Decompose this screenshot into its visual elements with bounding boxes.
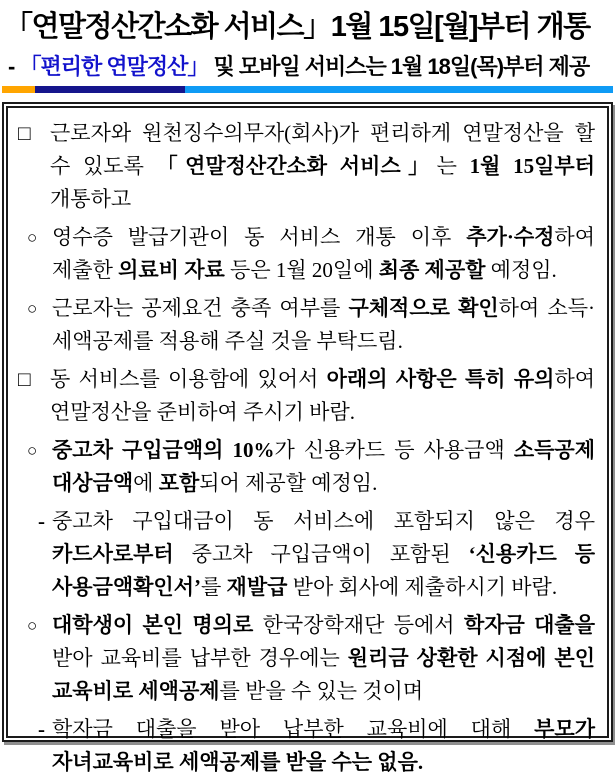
notice-paragraph bbox=[16, 117, 595, 216]
page-title: 「연말정산간소화 서비스」1월 15일[월]부터 개통 bbox=[4, 11, 590, 43]
emphasis-text: 재발급 bbox=[226, 575, 288, 599]
body-text: 중고차 구입금액이 포함된 bbox=[173, 542, 469, 566]
body-text: 영수증 발급기관이 동 서비스 개통 이후 bbox=[52, 225, 467, 249]
circle-bullet: ○ bbox=[27, 299, 38, 318]
divider-segment-navy bbox=[35, 86, 185, 93]
notice-paragraph bbox=[16, 713, 595, 779]
body-text: 근로자는 공제요건 충족 여부를 bbox=[52, 296, 349, 320]
body-text: 하여 제출한 bbox=[52, 225, 595, 282]
emphasis-text: 최종 제공할 bbox=[378, 258, 486, 282]
dash-bullet: - bbox=[38, 717, 45, 741]
subtitle-rest: 및 모바일 서비스는 1월 18일(목)부터 제공 bbox=[208, 54, 590, 79]
circle-bullet: ○ bbox=[27, 616, 38, 635]
notice-paragraphs bbox=[16, 117, 595, 779]
subtitle-service-name: 「편리한 연말정산」 bbox=[19, 54, 209, 79]
dash-bullet: - bbox=[38, 509, 45, 533]
emphasis-text: 아래의 사항은 특히 유의 bbox=[326, 367, 555, 391]
notice-box bbox=[2, 102, 613, 774]
emphasis-text: 학자금 대출을 bbox=[463, 613, 596, 637]
emphasis-text: 대학생이 본인 명의로 bbox=[52, 613, 254, 637]
divider-segment-orange bbox=[2, 86, 35, 93]
emphasis-text: 구체적으로 확인 bbox=[348, 296, 499, 320]
body-text: 학자금 대출을 받아 납부한 교육비에 대해 bbox=[52, 717, 535, 741]
body-text: 예정임. bbox=[485, 258, 557, 282]
emphasis-text: 추가·수정 bbox=[466, 225, 555, 249]
page-subtitle bbox=[8, 50, 613, 81]
square-bullet: □ bbox=[18, 121, 31, 145]
body-text: 개통하고 bbox=[50, 187, 132, 211]
body-text: 가 신용카드 등 사용금액 bbox=[274, 438, 514, 462]
body-text: 등은 1월 20일에 bbox=[224, 258, 379, 282]
notice-paragraph bbox=[16, 505, 595, 604]
notice-paragraph bbox=[16, 434, 595, 500]
subtitle-dash: - bbox=[8, 54, 20, 79]
square-bullet: □ bbox=[18, 367, 31, 391]
notice-paragraph bbox=[16, 221, 595, 287]
body-text: 를 bbox=[201, 575, 227, 599]
emphasis-text: 의료비 자료 bbox=[118, 258, 225, 282]
notice-paragraph bbox=[16, 609, 595, 708]
divider-segment-lightblue bbox=[185, 86, 613, 93]
body-text: 중고차 구입대금이 동 서비스에 포함되지 않은 경우 bbox=[52, 509, 595, 533]
emphasis-text: ‘신용카드 등 사용금액확인서’ bbox=[52, 542, 595, 599]
body-text: 되어 제공할 예정임. bbox=[199, 471, 378, 495]
body-text: 한국장학재단 등에서 bbox=[253, 613, 464, 637]
notice-paragraph bbox=[16, 363, 595, 429]
emphasis-text: 원리금 상환한 시점에 본인 교육비로 세액공제 bbox=[52, 646, 595, 703]
body-text: 받아 회사에 제출하시기 바람. bbox=[287, 575, 558, 599]
body-text: 에 bbox=[133, 471, 159, 495]
emphasis-text: 「연말정산간소화 서비스」 bbox=[156, 154, 437, 178]
divider-bar bbox=[2, 86, 613, 93]
emphasis-text: 중고차 구입금액의 10% bbox=[52, 438, 275, 462]
emphasis-text: 1월 15일부터 bbox=[469, 154, 595, 178]
body-text: 받아 교육비를 납부한 경우에는 bbox=[52, 646, 348, 670]
emphasis-text: 소득공제 대상금액 bbox=[52, 438, 596, 495]
emphasis-text: 카드사로부터 bbox=[52, 542, 174, 566]
circle-bullet: ○ bbox=[27, 441, 38, 460]
circle-bullet: ○ bbox=[27, 228, 38, 247]
emphasis-text: 부모가 자녀교육비로 세액공제를 받을 수는 없음. bbox=[52, 717, 595, 774]
body-text: 근로자와 원천징수의무자(회사)가 편리하게 연말정산을 할 수 있도록 bbox=[50, 121, 595, 178]
notice-paragraph bbox=[16, 292, 595, 358]
emphasis-text: 포함 bbox=[158, 471, 200, 495]
body-text: 는 bbox=[436, 154, 470, 178]
body-text: 하여 연말정산을 준비하여 주시기 바람. bbox=[50, 367, 596, 424]
body-text: 를 받을 수 있는 것이며 bbox=[219, 679, 424, 703]
body-text: 하여 소득·세액공제를 적용해 주실 것을 부탁드림. bbox=[52, 296, 595, 353]
body-text: 동 서비스를 이용함에 있어서 bbox=[50, 367, 327, 391]
